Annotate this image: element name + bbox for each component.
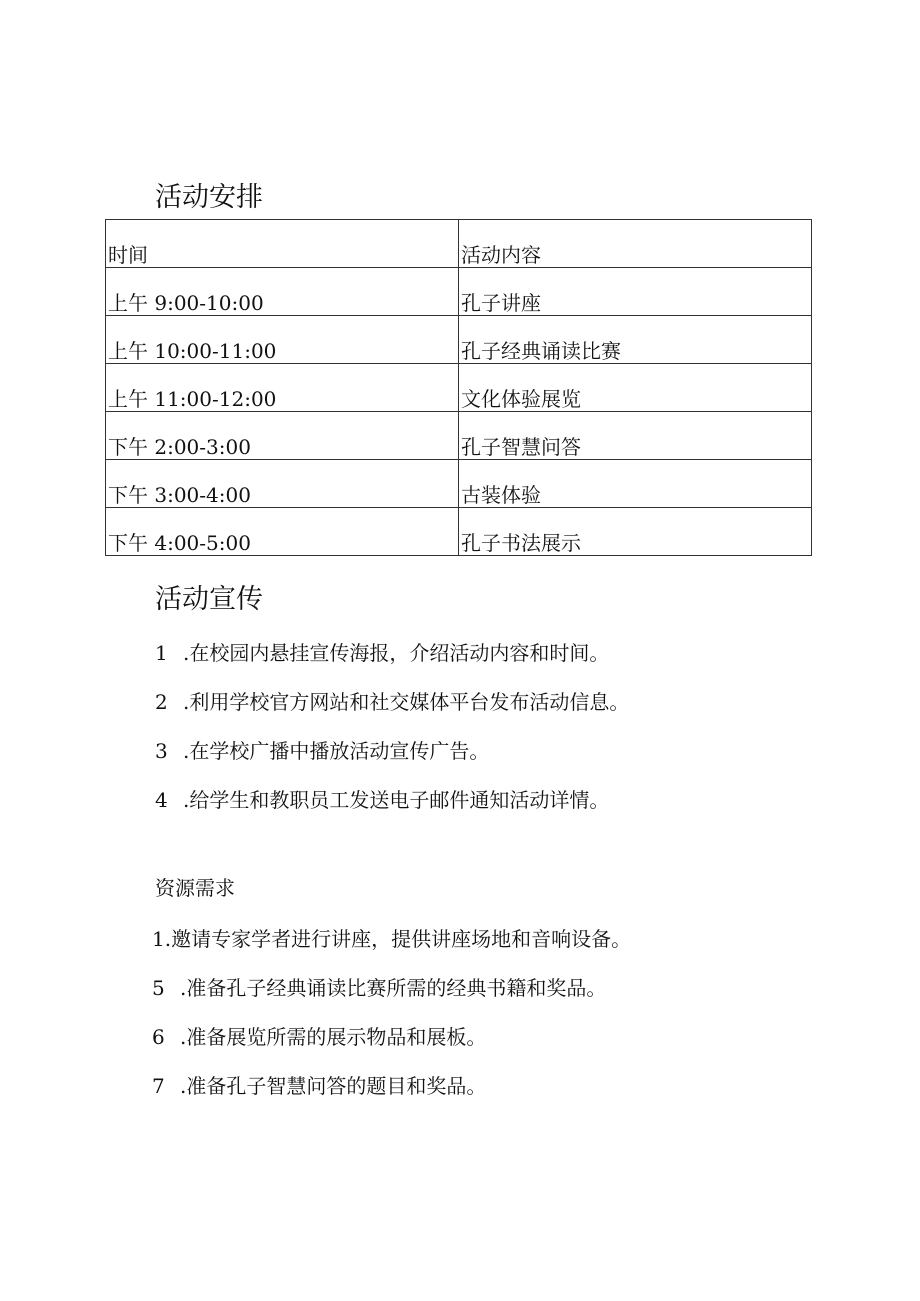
row-time: 下午 4:00-5:00 bbox=[106, 508, 459, 556]
resources-list bbox=[152, 927, 631, 1123]
schedule-heading: 活动安排 bbox=[155, 182, 263, 213]
item-text: .利用学校官方网站和社交媒体平台发布活动信息。 bbox=[183, 690, 630, 714]
table-row bbox=[106, 364, 812, 412]
table-row bbox=[106, 316, 812, 364]
row-content: 孔子经典诵读比赛 bbox=[459, 316, 812, 364]
promotion-heading: 活动宣传 bbox=[155, 584, 263, 615]
item-number: 6 bbox=[152, 1025, 165, 1049]
row-content: 孔子书法展示 bbox=[459, 508, 812, 556]
row-content: 古装体验 bbox=[459, 460, 812, 508]
item-number: 5 bbox=[152, 976, 165, 1000]
row-time: 上午 9:00-10:00 bbox=[106, 268, 459, 316]
table-row bbox=[106, 268, 812, 316]
list-item bbox=[152, 1025, 631, 1074]
table-header-row bbox=[106, 220, 812, 268]
item-text: .准备孔子智慧问答的题目和奖品。 bbox=[180, 1074, 487, 1098]
item-number: 3 bbox=[155, 739, 168, 763]
row-time: 下午 2:00-3:00 bbox=[106, 412, 459, 460]
table-row bbox=[106, 412, 812, 460]
list-item bbox=[155, 641, 629, 690]
item-number: 1 bbox=[155, 641, 168, 665]
row-time: 上午 10:00-11:00 bbox=[106, 316, 459, 364]
schedule-table bbox=[105, 219, 812, 556]
item-text: .在校园内悬挂宣传海报，介绍活动内容和时间。 bbox=[183, 641, 610, 665]
item-text: .准备展览所需的展示物品和展板。 bbox=[180, 1025, 487, 1049]
list-item bbox=[155, 690, 629, 739]
row-time: 下午 3:00-4:00 bbox=[106, 460, 459, 508]
table-row bbox=[106, 508, 812, 556]
list-item bbox=[155, 788, 629, 837]
item-text: .准备孔子经典诵读比赛所需的经典书籍和奖品。 bbox=[180, 976, 607, 1000]
table-row bbox=[106, 460, 812, 508]
row-content: 文化体验展览 bbox=[459, 364, 812, 412]
list-item bbox=[155, 739, 629, 788]
resources-heading: 资源需求 bbox=[155, 876, 235, 900]
header-content: 活动内容 bbox=[459, 220, 812, 268]
row-content: 孔子智慧问答 bbox=[459, 412, 812, 460]
item-text: 邀请专家学者进行讲座，提供讲座场地和音响设备。 bbox=[171, 927, 632, 951]
list-item bbox=[152, 1074, 631, 1123]
item-number: 4 bbox=[155, 788, 168, 812]
item-number: 1. bbox=[152, 927, 172, 951]
list-item bbox=[152, 927, 631, 976]
row-content: 孔子讲座 bbox=[459, 268, 812, 316]
row-time: 上午 11:00-12:00 bbox=[106, 364, 459, 412]
item-text: .在学校广播中播放活动宣传广告。 bbox=[183, 739, 490, 763]
list-item bbox=[152, 976, 631, 1025]
item-number: 2 bbox=[155, 690, 168, 714]
promotion-list bbox=[155, 641, 629, 837]
item-number: 7 bbox=[152, 1074, 165, 1098]
item-text: .给学生和教职员工发送电子邮件通知活动详情。 bbox=[183, 788, 610, 812]
header-time: 时间 bbox=[106, 220, 459, 268]
